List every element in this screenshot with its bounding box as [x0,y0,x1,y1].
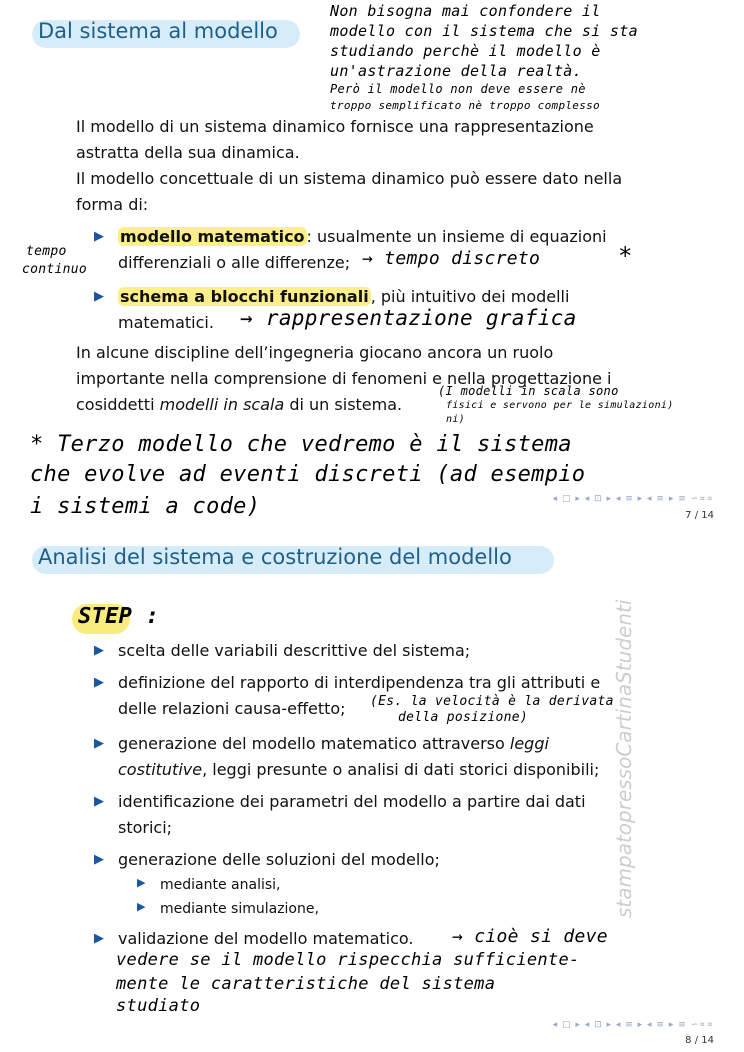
handwritten-annotation: (Es. la velocità è la derivata [370,694,614,709]
handwritten-annotation: (I modelli in scala sono [438,384,619,398]
bullet-item-line2: differenziali o alle differenze; [118,253,351,272]
beamer-navigation[interactable]: ◂ □ ▸ ◂ ⊡ ▸ ◂ ≡ ▸ ◂ ≡ ▸ ≡ ∽∝∝ [552,494,714,504]
bullet-triangle-icon: ▶ [94,931,104,946]
handwritten-annotation: studiato [116,996,201,1016]
slide-title: Dal sistema al modello [38,19,278,43]
handwritten-annotation: ni) [446,414,465,425]
handwritten-star: * [618,242,633,270]
bullet-triangle-icon: ▶ [94,794,104,809]
bullet-text: , più intuitivo dei modelli [370,287,570,306]
list-item: generazione delle soluzioni del modello; [118,850,440,869]
paragraph-line: importante nella comprensione di fenomeni e nella progettazione i [76,369,612,388]
handwritten-annotation: → cioè si deve [452,926,608,947]
highlighted-term: modello matematico [120,227,305,246]
paragraph-line: astratta della sua dinamica. [76,143,300,162]
list-item: definizione del rapporto di interdipendenza tra gli attributi e [118,673,601,692]
italic-term: modelli in scala [159,395,285,414]
sub-list-item: mediante analisi, [160,877,281,893]
paragraph-line: Il modello concettuale di un sistema dinamico può essere dato nella [76,169,623,188]
slide-title: Analisi del sistema e costruzione del modello [38,545,512,569]
handwritten-margin-note: continuo [22,262,88,277]
handwritten-note-line: un'astrazione della realtà. [330,62,582,80]
handwritten-annotation: mente le caratteristiche del sistema [116,974,496,994]
watermark: stampatopressoCartinaStudenti [612,599,636,918]
bullet-triangle-icon: ▶ [94,289,104,304]
handwritten-annotation: → rappresentazione grafica [240,306,577,330]
page-number: 7 / 14 [685,510,714,521]
handwritten-note-line: che evolve ad eventi discreti (ad esempio [30,462,586,487]
list-item: scelta delle variabili descrittive del sistema; [118,641,471,660]
paragraph-line [76,392,402,418]
handwritten-annotation: vedere se il modello rispecchia sufficiente- [116,950,580,970]
handwritten-annotation: della posizione) [398,710,529,725]
paragraph-line: forma di: [76,195,149,214]
handwritten-margin-note: tempo [26,244,67,259]
bullet-triangle-icon: ▶ [94,229,104,244]
list-item-line2: storici; [118,818,173,837]
beamer-navigation[interactable]: ◂ □ ▸ ◂ ⊡ ▸ ◂ ≡ ▸ ◂ ≡ ▸ ≡ ∽∝∝ [552,1020,714,1030]
handwritten-note-line: i sistemi a code) [30,494,261,519]
paragraph-line: Il modello di un sistema dinamico fornisce una rappresentazione [76,117,594,136]
list-text: , leggi presunte o analisi di dati storici disponibili; [202,760,600,779]
bullet-triangle-icon: ▶ [94,736,104,751]
handwritten-note-line: Però il modello non deve essere nè [330,82,586,96]
bullet-item [118,224,607,250]
paragraph-text: cosiddetti [76,395,160,414]
handwritten-annotation: fisici e servono per le simulazioni) [446,400,674,411]
sub-bullet-triangle-icon: ▶ [137,876,146,889]
bullet-triangle-icon: ▶ [94,643,104,658]
italic-term: costitutive [118,760,203,779]
handwritten-annotation: → tempo discreto [362,248,541,269]
sub-list-item: mediante simulazione, [160,901,319,917]
paragraph-line: In alcune discipline dell’ingegneria giocano ancora un ruolo [76,343,554,362]
bullet-text: : usualmente un insieme di equazioni [306,227,607,246]
list-text: generazione del modello matematico attraverso [118,734,510,753]
italic-term: leggi [509,734,549,753]
list-item [118,731,549,757]
handwritten-note-line: * Terzo modello che vedremo è il sistema [30,432,572,457]
handwritten-note-line: Non bisogna mai confondere il [330,2,601,20]
handwritten-note-line: modello con il sistema che si sta [330,22,638,40]
sub-bullet-triangle-icon: ▶ [137,900,146,913]
page-number: 8 / 14 [685,1035,714,1046]
highlighted-term: schema a blocchi funzionali [120,287,369,306]
list-item-line2: delle relazioni causa-effetto; [118,699,346,718]
paragraph-text: di un sistema. [284,395,403,414]
list-item-line2 [118,757,599,783]
handwritten-step-label: STEP : [78,604,160,629]
list-item: identificazione dei parametri del modello a partire dai dati [118,792,586,811]
slide-7 [0,0,744,525]
bullet-triangle-icon: ▶ [94,852,104,867]
bullet-item-line2: matematici. [118,313,214,332]
handwritten-note-line: studiando perchè il modello è [330,42,601,60]
handwritten-note-line: troppo semplificato nè troppo complesso [330,99,600,112]
list-item: validazione del modello matematico. [118,929,414,948]
bullet-triangle-icon: ▶ [94,675,104,690]
